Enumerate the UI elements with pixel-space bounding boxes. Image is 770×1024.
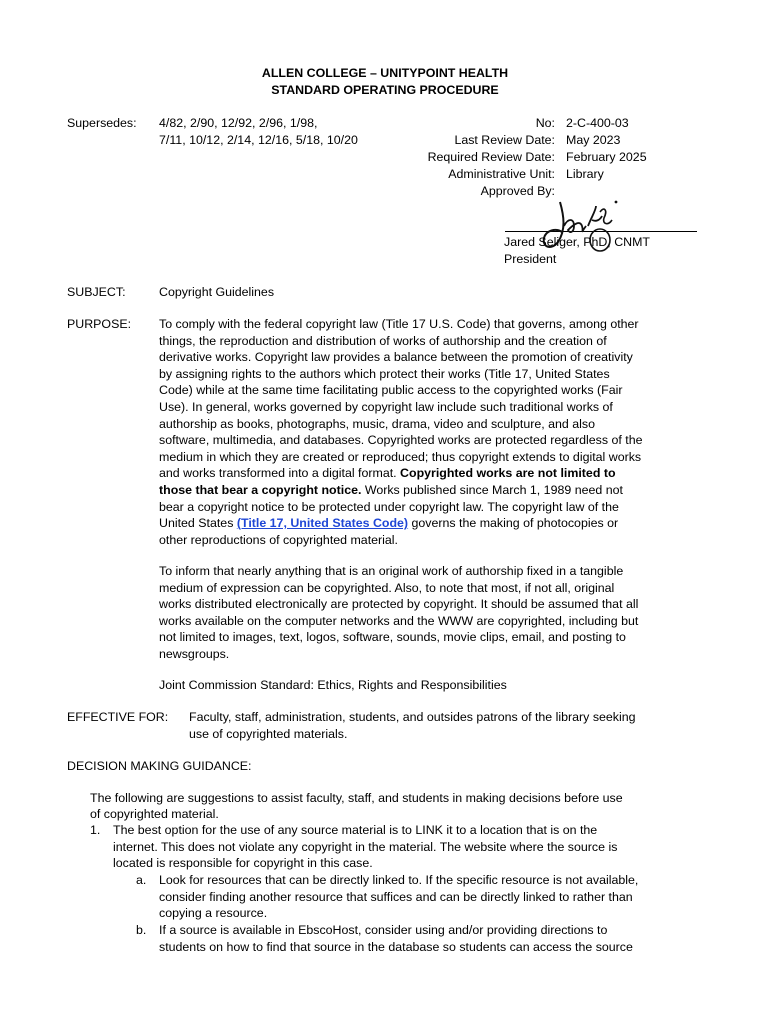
purpose-line [159,482,704,499]
purpose-line: To comply with the federal copyright law (Title 17 U.S. Code) that governs, among other [159,317,639,331]
purpose-line: derivative works. Copyright law provides a balance between the promotion of creativity [159,350,633,365]
meta-label-admin-unit: Administrative Unit: [448,167,555,181]
title-17-link[interactable]: (Title 17, United States Code) [236,516,409,531]
document-subtitle: STANDARD OPERATING PROCEDURE [271,83,499,97]
list-item-number: 1. [90,823,101,837]
meta-label-required-review: Required Review Date: [427,150,555,164]
effective-for-label: EFFECTIVE FOR: [67,710,169,724]
sub-item [159,872,719,922]
purpose-line: things, the reproduction and distribution of works of authorship and the creation of [159,333,607,348]
sub-item-label: b. [136,923,147,937]
list-item [113,822,713,872]
list-item-line: The best option for the use of any source material is to LINK it to a location that is on the [113,823,598,837]
purpose-label: PURPOSE: [67,317,132,331]
sub-item-label: a. [136,873,147,887]
sub-item-line: copying a resource. [159,906,268,921]
sub-item-line: students on how to find that source in the database so students can access the source [159,939,633,954]
purpose-line [159,515,704,532]
meta-label-approved-by: Approved By: [480,184,555,198]
guidance-heading: DECISION MAKING GUIDANCE: [67,759,252,773]
list-item-line: internet. This does not violate any copyright in the material. The website where the source is [113,839,618,854]
meta-label-number: No: [535,116,555,130]
guidance-intro-line1: The following are suggestions to assist faculty, staff, and students in making decisions before use [90,791,623,805]
guidance-intro-line2: of copyrighted material. [90,807,219,821]
sub-item-line: If a source is available in EbscoHost, consider using and/or providing directions to [159,923,608,937]
effective-for-line1: Faculty, staff, administration, students, and outsides patrons of the library seeking [189,710,636,724]
purpose-line: not limited to images, text, logos, software, sounds, movie clips, email, and posting to [159,630,626,645]
sub-item-line: Look for resources that can be directly linked to. If the specific resource is not available, [159,873,639,887]
purpose-line: To inform that nearly anything that is an original work of authorship fixed in a tangible [159,564,624,578]
document-title: ALLEN COLLEGE – UNITYPOINT HEALTH [261,66,509,80]
purpose-paragraph-1 [159,316,704,548]
sub-item [159,922,719,955]
joint-commission-standard: Joint Commission Standard: Ethics, Rights and Responsibilities [159,678,507,692]
purpose-paragraph-2 [159,563,704,663]
subject-label: SUBJECT: [67,285,126,299]
meta-label-last-review: Last Review Date: [454,133,555,147]
meta-value-last-review: May 2023 [566,133,621,147]
meta-value-number: 2-C-400-03 [566,116,629,130]
supersedes-dates-line2: 7/11, 10/12, 2/14, 12/16, 5/18, 10/20 [159,133,358,147]
purpose-line: medium in which they are created or reproduced; thus copyright extends to digital works [159,449,642,464]
purpose-line: newsgroups. [159,646,230,661]
purpose-line: works distributed electronically are protected by copyright. It should be assumed that all [159,597,639,612]
purpose-line: authorship as books, photographs, music, drama, video and sculpture, and also [159,416,595,431]
meta-value-admin-unit: Library [566,167,604,181]
purpose-text: United States [159,516,237,531]
purpose-line: bear a copyright notice to be protected under copyright law. The copyright law of the [159,499,619,514]
purpose-text: and works transformed into a digital format. [159,466,401,481]
list-item-line: located is responsible for copyright in this case. [113,856,373,871]
purpose-line: by assigning rights to the authors which protect their works (Title 17, United States [159,366,610,381]
purpose-line: software, multimedia, and databases. Copyrighted works are protected regardless of the [159,433,643,448]
purpose-line [159,465,704,482]
purpose-line: Code) while at the same time facilitating public access to the copyrighted works (Fair [159,383,623,398]
approver-name: Jared Seliger, PhD, CNMT [504,235,650,249]
subject-value: Copyright Guidelines [159,285,275,299]
purpose-line: Use). In general, works governed by copyright law include such traditional works of [159,399,613,414]
supersedes-label: Supersedes: [67,116,137,130]
meta-value-required-review: February 2025 [566,150,647,164]
purpose-emphasis: Copyrighted works are not limited to [400,466,616,481]
purpose-line: other reproductions of copyrighted material. [159,532,398,547]
purpose-text: governs the making of photocopies or [408,516,619,531]
purpose-line: medium of expression can be copyrighted. Also, to note that most, if not all, original [159,580,615,595]
purpose-text: Works published since March 1, 1989 need not [361,482,623,497]
effective-for-line2: use of copyrighted materials. [189,727,348,741]
supersedes-dates-line1: 4/82, 2/90, 12/92, 2/96, 1/98, [159,116,318,130]
approver-title: President [504,252,557,266]
purpose-emphasis: those that bear a copyright notice. [159,482,362,497]
sub-item-line: consider finding another resource that suffices and can be directly linked to rather than [159,889,633,904]
purpose-line: works available on the computer networks and the WWW are copyrighted, including but [159,613,639,628]
